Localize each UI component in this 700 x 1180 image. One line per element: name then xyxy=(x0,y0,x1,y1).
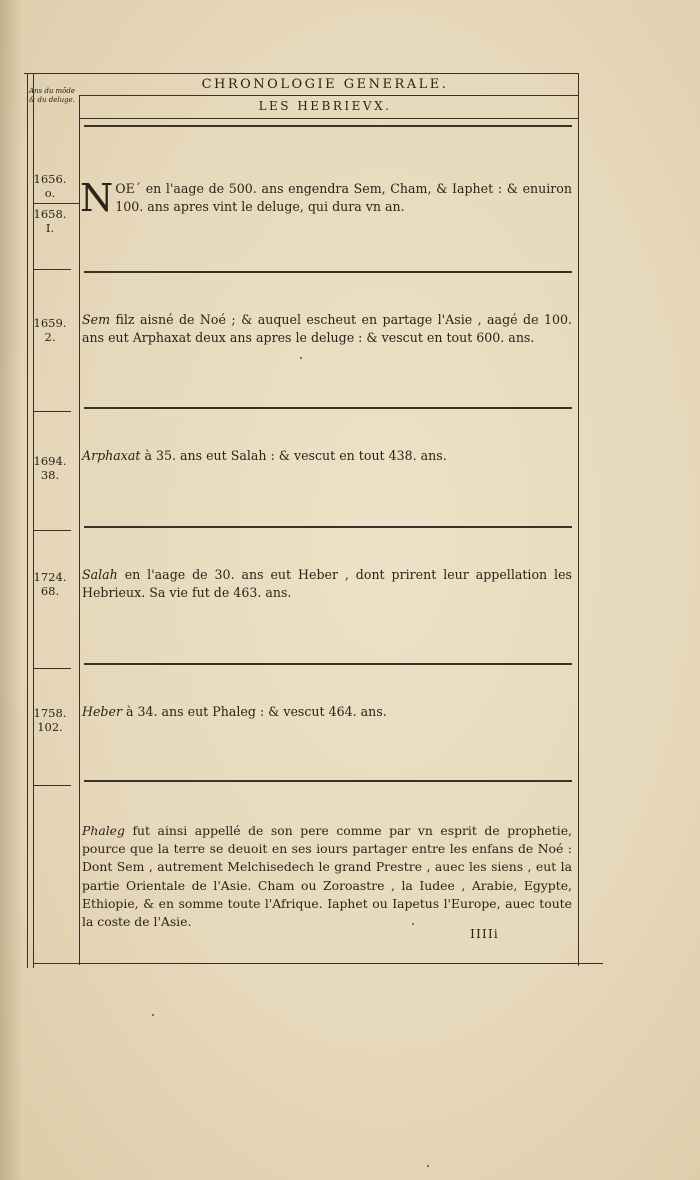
header-double-rule xyxy=(84,125,572,127)
year-separator xyxy=(33,785,71,786)
year-label: 1694. 38. xyxy=(33,454,67,482)
year-divider-rule xyxy=(34,203,79,204)
page-title: CHRONOLOGIE GENERALE. xyxy=(201,77,449,92)
person-name: Heber xyxy=(82,704,122,719)
chronology-entry: Heber à 34. ans eut Phaleg : & vescut 464. ans. xyxy=(82,704,387,719)
page-subtitle: LES HEBRIEVX. xyxy=(258,99,392,113)
entry-separator xyxy=(84,526,572,528)
signature-mark: IIIIi xyxy=(470,926,499,941)
paper-speck xyxy=(412,923,414,925)
paper-speck xyxy=(300,357,302,359)
person-name: Phaleg xyxy=(82,823,125,838)
chronology-entry: Sem filz aisné de Noé ; & auquel escheut en partage l'Asie , aagé de 100. ans eut Arphaxat deux ans apres le deluge : & vescut en tout 600. ans. xyxy=(82,312,572,345)
frame-top-rule xyxy=(24,73,579,74)
entry-separator xyxy=(84,407,572,409)
header-bottom-rule xyxy=(80,118,579,119)
entry-separator xyxy=(84,271,572,273)
year-separator xyxy=(33,269,71,270)
frame-left-rule-outer xyxy=(27,73,28,968)
person-name: Sem xyxy=(82,312,111,327)
frame-right-rule xyxy=(578,73,579,966)
year-separator xyxy=(33,668,71,669)
person-name: Salah xyxy=(82,567,118,582)
page-gutter-shadow xyxy=(0,0,22,1180)
year-separator xyxy=(33,411,71,412)
frame-bottom-rule xyxy=(33,963,603,964)
year-label: 1656. o. xyxy=(33,172,67,200)
year-label: 1658. I. xyxy=(33,207,67,235)
paper-speck xyxy=(427,1165,429,1167)
year-label: 1659. 2. xyxy=(33,316,67,344)
chronology-entry: Salah en l'aage de 30. ans eut Heber , dont prirent leur appellation les Hebrieux. Sa vie fut de 463. ans. xyxy=(82,567,572,600)
paper-speck xyxy=(152,1014,154,1016)
entry-separator xyxy=(84,663,572,665)
chronology-entry: NOE´ en l'aage de 500. ans engendra Sem, Cham, & Iaphet : & enuiron 100. ans apres vint le deluge, qui dura vn an. xyxy=(80,176,572,220)
year-separator xyxy=(33,530,71,531)
chronology-entry: Phaleg fut ainsi appellé de son pere comme par vn esprit de prophetie, pource que la terre se deuoit en ses iours partager entre les enfans de Noé : Dont Sem , autrement Melchisedech le grand Prestre , auec les siens , eut la partie Orientale de l'Asie. Cham ou Zoroastre , la Iudee , Arabie, Egypte, Ethiopie, & en somme toute l'Afrique. Iaphet ou Iapetus l'Europe, auec toute la coste de l'Asie. xyxy=(82,823,572,930)
entry-separator xyxy=(84,780,572,782)
year-label: 1758. 102. xyxy=(33,706,67,734)
year-label: 1724. 68. xyxy=(33,570,67,598)
drop-cap: N xyxy=(80,176,114,220)
header-divider-rule xyxy=(80,95,579,96)
chronology-entry: Arphaxat à 35. ans eut Salah : & vescut en tout 438. ans. xyxy=(82,448,447,463)
column-divider-rule xyxy=(79,95,80,965)
person-name: Arphaxat xyxy=(82,448,141,463)
year-column-label: Ans du mõde & du deluge. xyxy=(28,87,76,104)
